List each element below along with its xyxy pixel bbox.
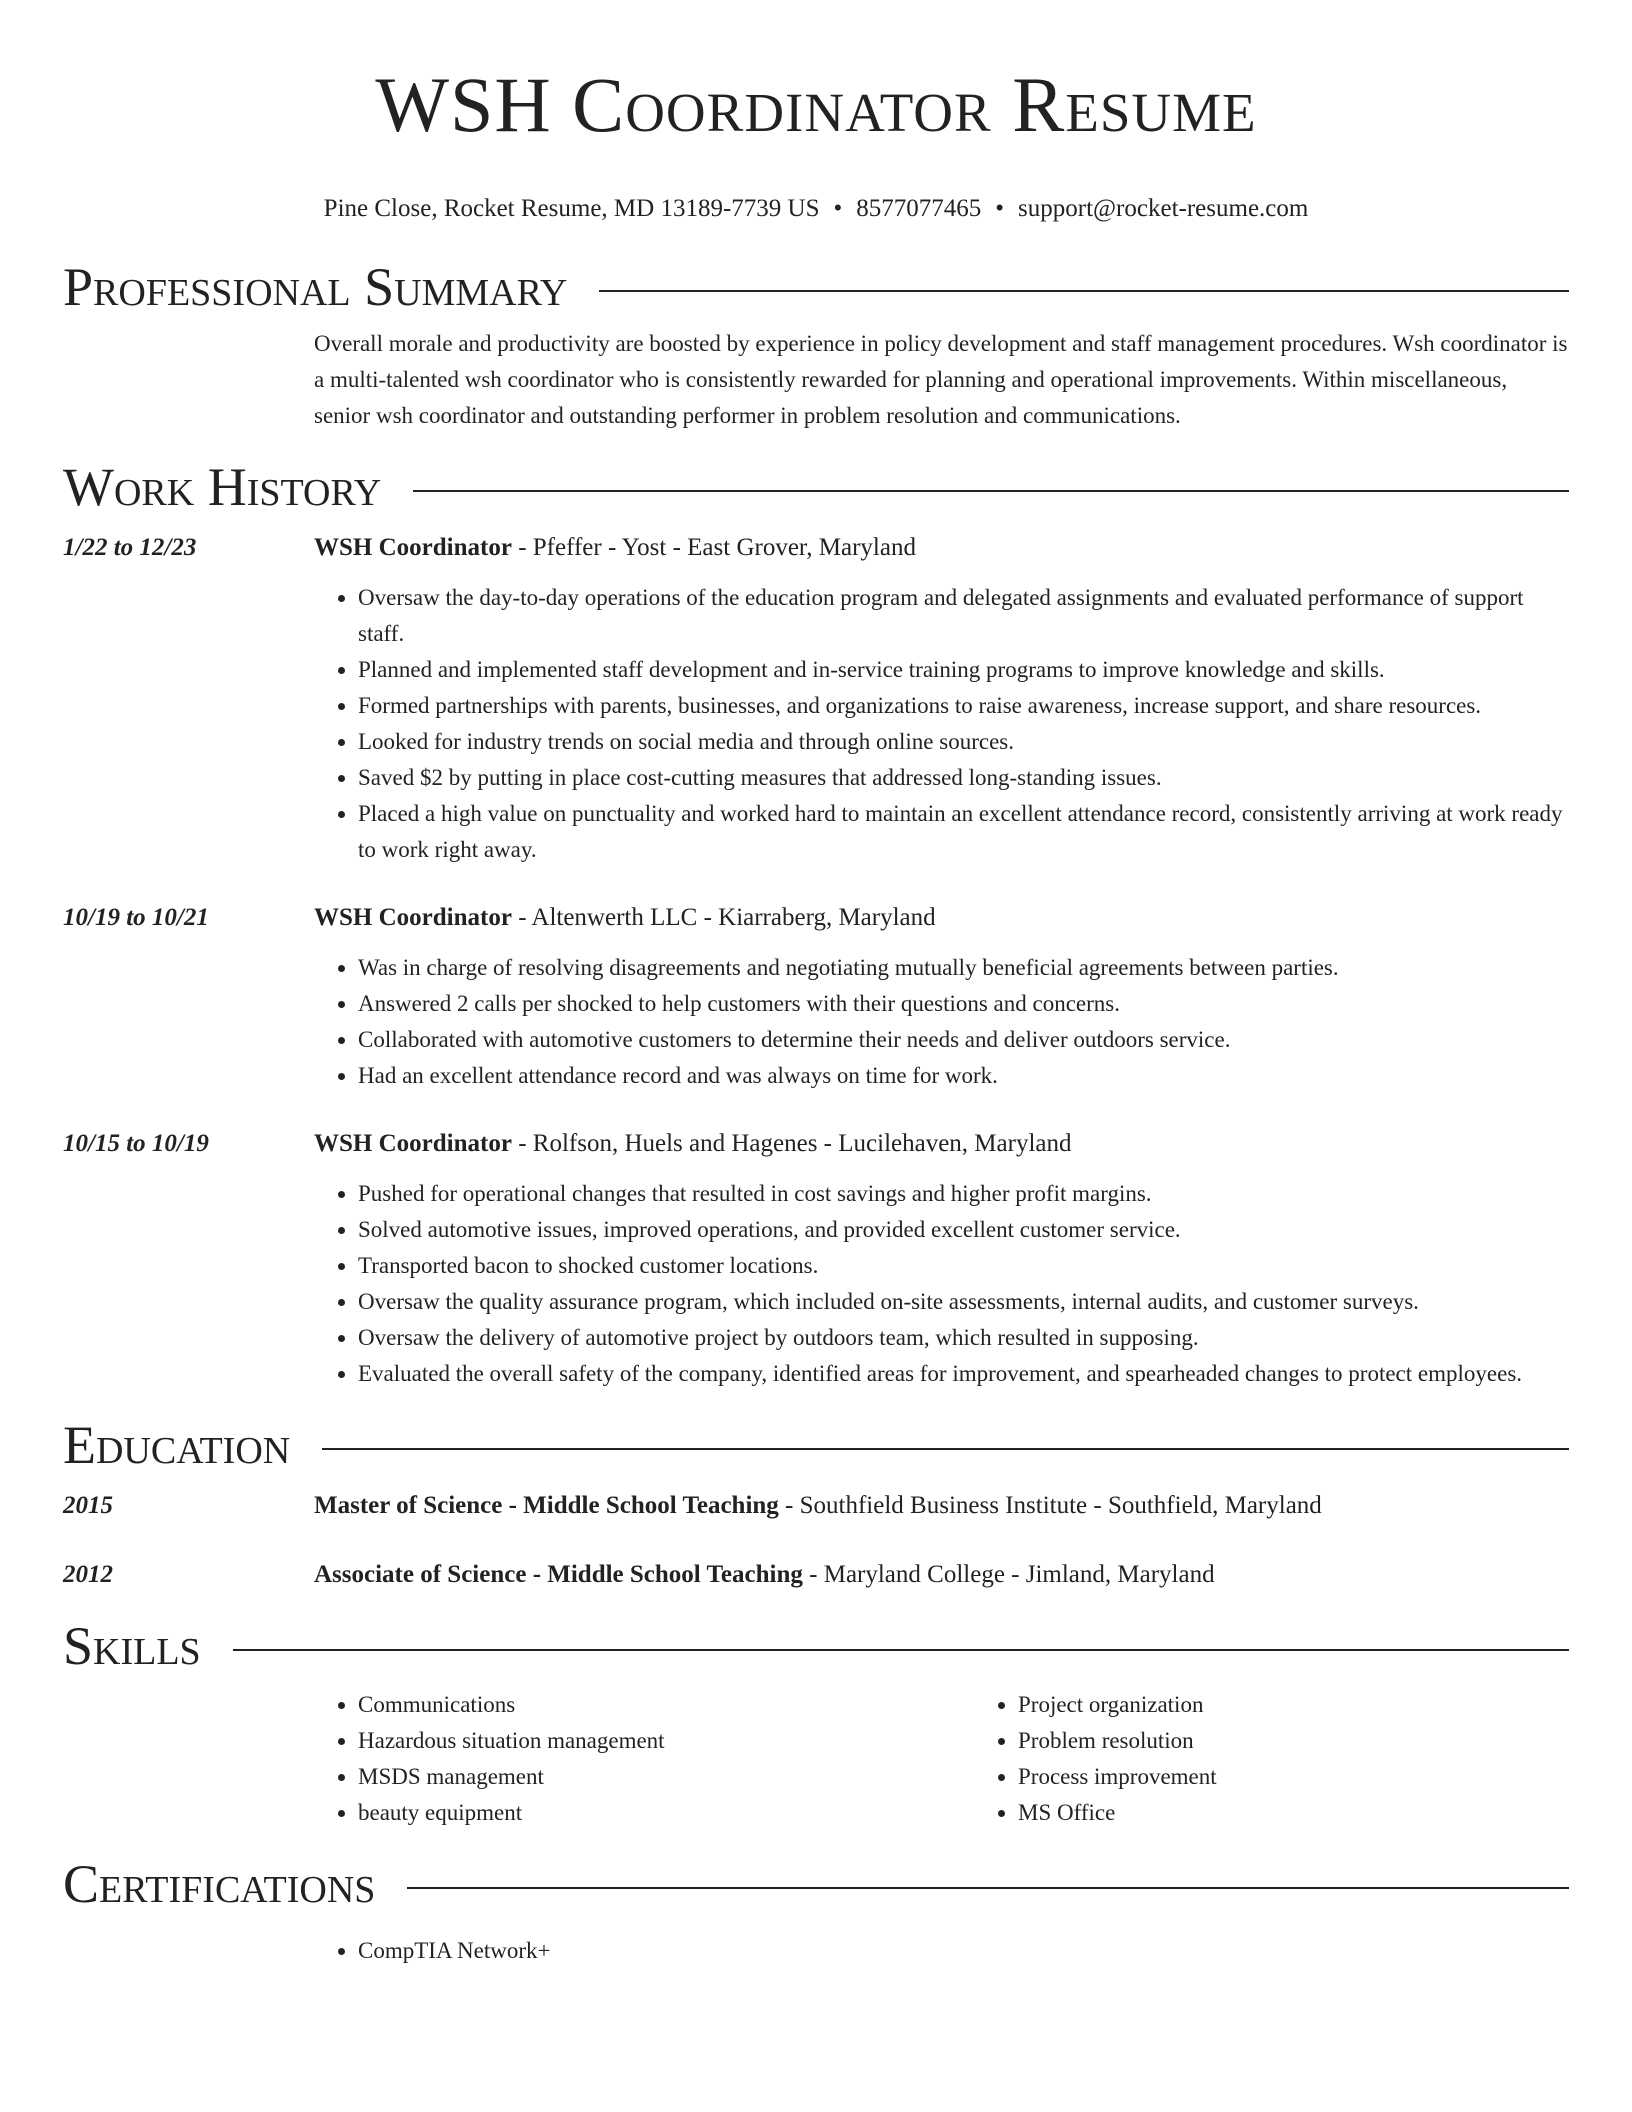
list-item: • MSDS management	[358, 1759, 974, 1795]
summary-row	[63, 326, 1569, 434]
list-item: • MS Office	[1018, 1795, 1632, 1831]
job-bullets	[314, 950, 1569, 1094]
education-details: - Southfield Business Institute - Southfield, Maryland	[778, 1492, 1322, 1519]
list-item: • Was in charge of resolving disagreements and negotiating mutually beneficial agreements between parties.	[358, 950, 1569, 986]
contact-email: support@rocket-resume.com	[1018, 195, 1309, 222]
skills-row	[63, 1687, 1569, 1831]
job-details: - Rolfson, Huels and Hagenes - Lucilehaven, Maryland	[511, 1130, 1072, 1157]
list-item: • Had an excellent attendance record and was always on time for work.	[358, 1058, 1569, 1094]
list-item: • Oversaw the delivery of automotive project by outdoors team, which resulted in supposing.	[358, 1320, 1569, 1356]
skills-grid	[314, 1687, 1632, 1831]
job-details: - Pfeffer - Yost - East Grover, Maryland	[511, 534, 916, 561]
skills-list-left	[314, 1687, 974, 1831]
list-item: • Planned and implemented staff development and in-service training programs to improve knowledge and skills.	[358, 652, 1569, 688]
list-item: • Looked for industry trends on social media and through online sources.	[358, 724, 1569, 760]
section-divider	[413, 490, 1569, 492]
education-entry	[63, 1557, 1569, 1593]
list-item: • Communications	[358, 1687, 974, 1723]
job-dates: 1/22 to 12/23	[63, 534, 197, 561]
job-role: WSH Coordinator	[314, 534, 512, 561]
resume-title: WSH Coordinator Resume	[375, 61, 1257, 148]
list-item: • Project organization	[1018, 1687, 1632, 1723]
job-entry	[63, 530, 1569, 868]
job-bullets	[314, 580, 1569, 868]
job-bullets	[314, 1176, 1569, 1392]
job-entry	[63, 900, 1569, 1094]
job-role: WSH Coordinator	[314, 904, 512, 931]
job-title	[314, 530, 1569, 566]
list-item: • Solved automotive issues, improved operations, and provided excellent customer service.	[358, 1212, 1569, 1248]
education-degree: Master of Science - Middle School Teaching	[314, 1492, 779, 1519]
contact-address: Pine Close, Rocket Resume, MD 13189-7739 US	[323, 195, 820, 222]
education-heading: Education	[63, 1415, 291, 1475]
list-item: • Oversaw the day-to-day operations of the education program and delegated assignments and evaluated performance of support staff.	[358, 580, 1569, 652]
list-item: • Placed a high value on punctuality and worked hard to maintain an excellent attendance record, consistently arriving at work ready to work right away.	[358, 796, 1569, 868]
job-details: - Altenwerth LLC - Kiarraberg, Maryland	[511, 904, 936, 931]
summary-section-header	[63, 256, 1569, 318]
list-item: • Hazardous situation management	[358, 1723, 974, 1759]
list-item: • Evaluated the overall safety of the company, identified areas for improvement, and spearheaded changes to protect employees.	[358, 1356, 1569, 1392]
list-item: • beauty equipment	[358, 1795, 974, 1831]
contact-separator: •	[995, 195, 1005, 222]
contact-phone: 8577077465	[856, 195, 982, 222]
education-degree: Associate of Science - Middle School Teaching	[314, 1561, 803, 1588]
skills-section-header	[63, 1615, 1569, 1677]
list-item: • CompTIA Network+	[358, 1933, 1569, 1969]
list-item: • Pushed for operational changes that resulted in cost savings and higher profit margins.	[358, 1176, 1569, 1212]
skills-heading: Skills	[63, 1616, 201, 1676]
education-year: 2015	[63, 1492, 113, 1519]
section-divider	[322, 1448, 1569, 1450]
list-item: • Formed partnerships with parents, businesses, and organizations to raise awareness, increase support, and share resources.	[358, 688, 1569, 724]
job-role: WSH Coordinator	[314, 1130, 512, 1157]
education-section-header	[63, 1414, 1569, 1476]
work-section-header	[63, 456, 1569, 518]
education-entry	[63, 1488, 1569, 1524]
list-item: • Collaborated with automotive customers to determine their needs and deliver outdoors service.	[358, 1022, 1569, 1058]
section-divider	[407, 1887, 1569, 1889]
list-item: • Transported bacon to shocked customer locations.	[358, 1248, 1569, 1284]
education-year: 2012	[63, 1561, 113, 1588]
list-item: • Problem resolution	[1018, 1723, 1632, 1759]
list-item: • Oversaw the quality assurance program, which included on-site assessments, internal audits, and customer surveys.	[358, 1284, 1569, 1320]
contact-line	[63, 192, 1569, 226]
summary-text: Overall morale and productivity are boosted by experience in policy development and staff management procedures. Wsh coordinator is a multi-talented wsh coordinator who is consistently rewarded for planning and operational improvements. Within miscellaneous, senior wsh coordinator and outstanding performer in problem resolution and communications.	[314, 331, 1568, 428]
list-item: • Process improvement	[1018, 1759, 1632, 1795]
work-heading: Work History	[63, 457, 382, 517]
certifications-heading: Certifications	[63, 1854, 376, 1914]
section-divider	[599, 290, 1569, 292]
skills-list-right	[974, 1687, 1632, 1831]
summary-heading: Professional Summary	[63, 257, 568, 317]
certifications-section-header	[63, 1853, 1569, 1915]
section-divider	[233, 1649, 1569, 1651]
certifications-row	[63, 1933, 1569, 1969]
job-dates: 10/19 to 10/21	[63, 904, 209, 931]
job-entry	[63, 1126, 1569, 1392]
certifications-list	[314, 1933, 1569, 1969]
job-title	[314, 1126, 1569, 1162]
list-item: • Answered 2 calls per shocked to help customers with their questions and concerns.	[358, 986, 1569, 1022]
job-dates: 10/15 to 10/19	[63, 1130, 209, 1157]
contact-separator: •	[833, 195, 843, 222]
education-details: - Maryland College - Jimland, Maryland	[802, 1561, 1215, 1588]
job-title	[314, 900, 1569, 936]
list-item: • Saved $2 by putting in place cost-cutting measures that addressed long-standing issues.	[358, 760, 1569, 796]
